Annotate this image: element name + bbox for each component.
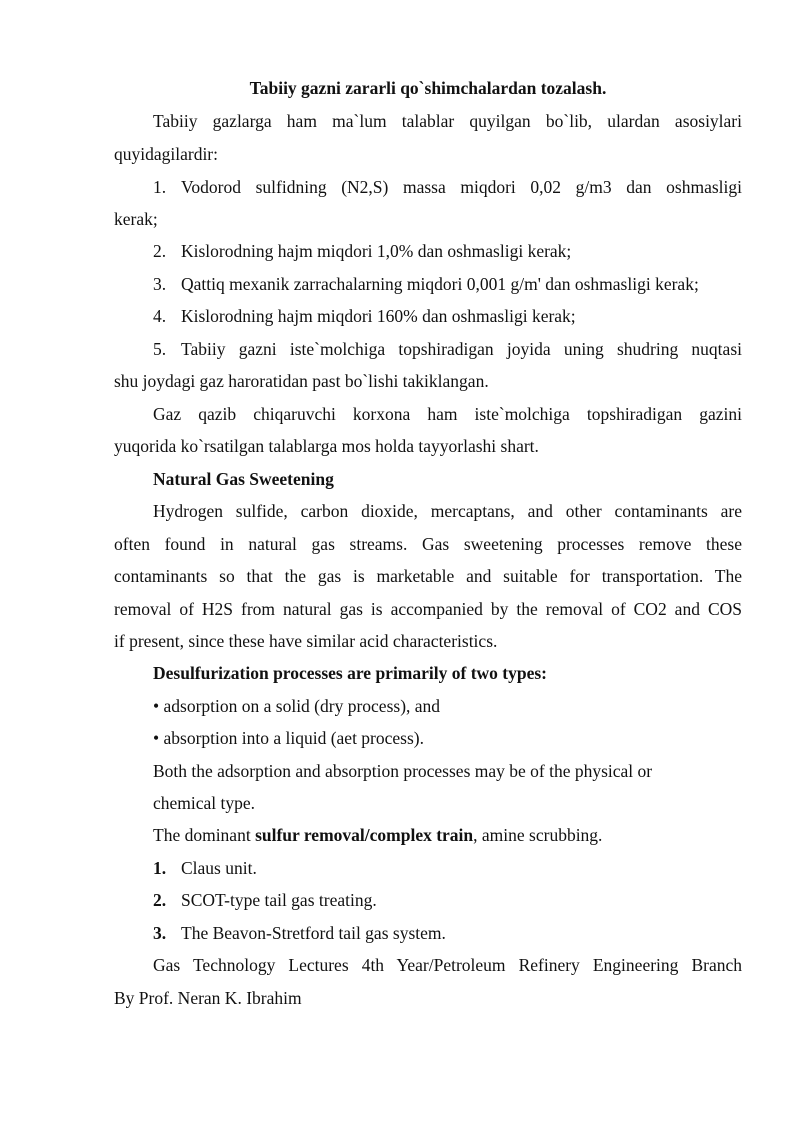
unit-2-text: SCOT-type tail gas treating. — [181, 890, 377, 910]
requirement-2-number: 2. — [153, 241, 167, 261]
requirement-1-line-2: kerak; — [114, 209, 158, 229]
dominant-line — [153, 824, 602, 846]
requirement-2 — [153, 240, 571, 262]
unit-1-text: Claus unit. — [181, 858, 257, 878]
requirement-1-text: Vodorod sulfidning (N2,S) massa miqdori 0,02 g/m3 dan oshmasligi — [181, 177, 742, 197]
requirement-5-line-1 — [153, 338, 742, 360]
both-line-2: chemical type. — [153, 793, 256, 813]
requirement-2-text: Kislorodning hajm miqdori 1,0% dan oshmasligi kerak; — [181, 241, 572, 261]
intro-line-2: quyidagilardir: — [114, 144, 219, 164]
bullet-item: • absorption into a liquid (aet process). — [153, 728, 424, 748]
section-heading: Natural Gas Sweetening — [153, 469, 334, 489]
dominant-bold-text: sulfur removal/complex train — [255, 825, 474, 845]
requirement-5-number: 5. — [153, 339, 167, 359]
requirement-3-number: 3. — [153, 274, 167, 294]
requirement-1-line-1 — [153, 176, 742, 198]
intro-line-1: Tabiiy gazlarga ham ma`lum talablar quyilgan bo`lib, ulardan asosiylari — [153, 111, 742, 131]
requirement-5-text: Tabiiy gazni iste`molchiga topshiradigan joyida uning shudring nuqtasi — [181, 339, 742, 359]
requirement-4-text: Kislorodning hajm miqdori 160% dan oshmasligi kerak; — [181, 306, 576, 326]
credit-line-1: Gas Technology Lectures 4th Year/Petroleum Refinery Engineering Branch — [153, 955, 742, 975]
dominant-prefix: The dominant — [153, 825, 256, 845]
paragraph-line-1: Hydrogen sulfide, carbon dioxide, mercaptans, and other contaminants are — [153, 501, 742, 521]
paragraph-line-3: contaminants so that the gas is marketable and suitable for transportation. The — [114, 566, 742, 586]
requirement-4-number: 4. — [153, 306, 167, 326]
closing-line-2: yuqorida ko`rsatilgan talablarga mos holda tayyorlashi shart. — [114, 436, 539, 456]
dominant-suffix: , amine scrubbing. — [473, 825, 603, 845]
closing-line-1: Gaz qazib chiqaruvchi korxona ham iste`molchiga topshiradigan gazini — [153, 404, 742, 424]
unit-2-number: 2. — [153, 890, 167, 910]
requirement-1-number: 1. — [153, 177, 167, 197]
bullet-item: • adsorption on a solid (dry process), and — [153, 696, 441, 716]
paragraph-line-5: if present, since these have similar acid characteristics. — [114, 631, 498, 651]
requirement-4 — [153, 305, 576, 327]
unit-item — [153, 922, 446, 944]
requirement-3 — [153, 273, 699, 295]
credit-line-2: By Prof. Neran K. Ibrahim — [114, 988, 302, 1008]
document-title: Tabiiy gazni zararli qo`shimchalardan tozalash. — [249, 78, 607, 98]
unit-item — [153, 889, 377, 911]
desulfurization-heading: Desulfurization processes are primarily of two types: — [153, 663, 548, 683]
paragraph-line-4: removal of H2S from natural gas is accompanied by the removal of CO2 and COS — [114, 599, 742, 619]
unit-1-number: 1. — [153, 858, 167, 878]
requirement-3-text: Qattiq mexanik zarrachalarning miqdori 0,001 g/m' dan oshmasligi kerak; — [181, 274, 699, 294]
requirement-5-line-2: shu joydagi gaz haroratidan past bo`lishi takiklangan. — [114, 371, 489, 391]
unit-3-text: The Beavon-Stretford tail gas system. — [181, 923, 446, 943]
unit-item — [153, 857, 257, 879]
paragraph-line-2: often found in natural gas streams. Gas sweetening processes remove these — [114, 534, 742, 554]
both-line-1: Both the adsorption and absorption processes may be of the physical or — [153, 761, 653, 781]
unit-3-number: 3. — [153, 923, 167, 943]
